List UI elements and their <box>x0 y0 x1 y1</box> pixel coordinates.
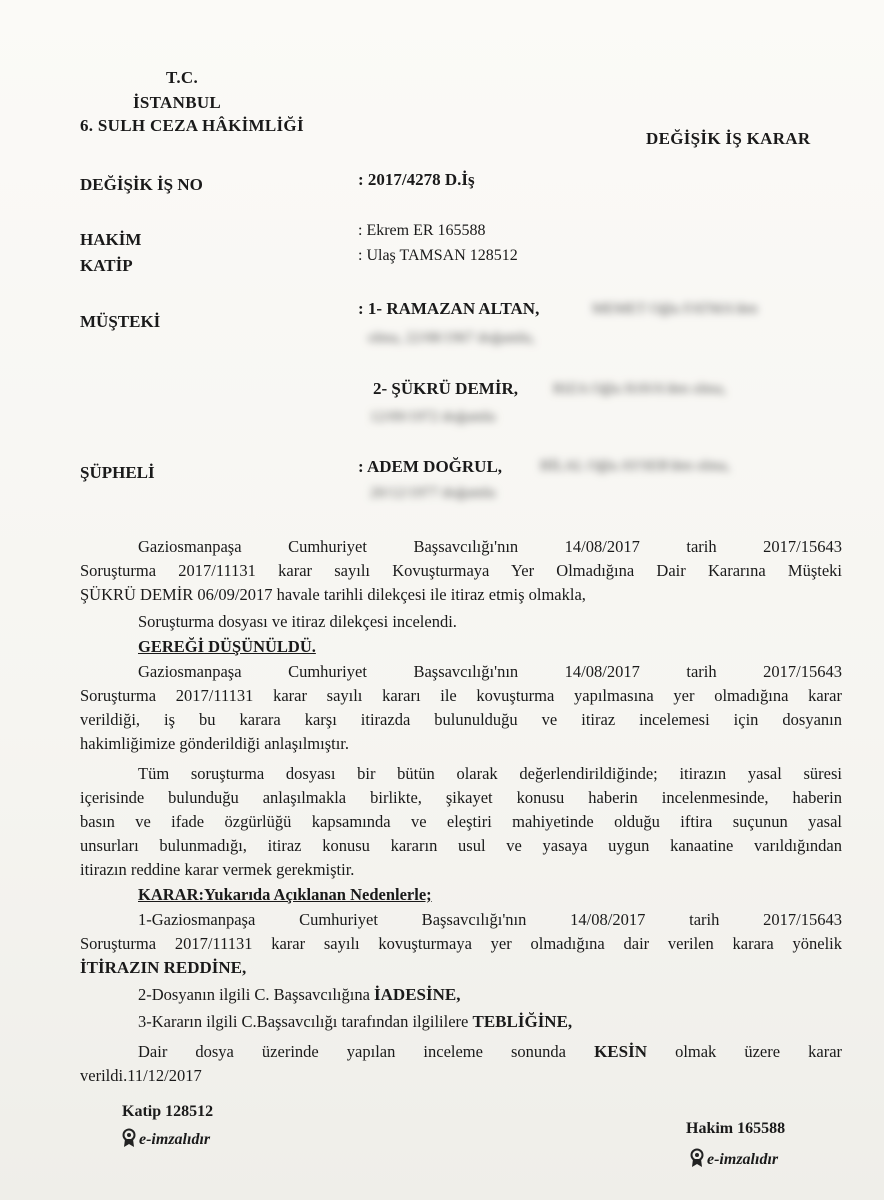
text-line: ŞÜKRÜ DEMİR 06/09/2017 havale tarihli dilekçesi ile itiraz etmiş olmakla, <box>80 585 586 604</box>
text-span: Dair dosya üzerinde yapılan inceleme sonunda <box>138 1042 567 1061</box>
paragraph-objection <box>80 535 842 607</box>
decision-return: İADESİNE, <box>374 985 461 1004</box>
complainant-label: MÜŞTEKİ <box>80 312 161 331</box>
seal-icon <box>122 1128 136 1153</box>
judge-esignature <box>690 1148 778 1173</box>
text-span: 2-Dosyanın ilgili C. Başsavcılığına <box>138 985 375 1004</box>
case-no-value: : 2017/4278 D.İş <box>358 170 475 189</box>
clerk-label: KATİP <box>80 256 133 275</box>
complainant-2-redacted-birth: 12/09/1972 doğumlu <box>370 409 496 425</box>
heading-decision: KARAR:Yukarıda Açıklanan Nedenlerle; <box>138 885 432 904</box>
text-line: Soruşturma 2017/11131 karar sayılı Kovuşturmaya Yer Olmadığına Dair Kararına Müşteki <box>80 561 842 580</box>
paragraph-background <box>80 660 842 756</box>
final-verdict: KESİN <box>594 1042 647 1061</box>
text-line: Gaziosmanpaşa Cumhuriyet Başsavcılığı'nın 14/08/2017 tarih 2017/15643 <box>138 537 842 556</box>
suspect-label: ŞÜPHELİ <box>80 463 155 482</box>
decision-rejection: İTİRAZIN REDDİNE, <box>80 958 247 977</box>
document-type-title: DEĞİŞİK İŞ KARAR <box>646 129 811 148</box>
esign-text: e-imzalıdır <box>707 1151 779 1169</box>
suspect-redacted-birth: 20/12/1977 doğumlu <box>370 485 496 501</box>
header-court: 6. SULH CEZA HÂKİMLİĞİ <box>80 116 304 135</box>
text-line: Soruşturma 2017/11131 karar sayılı kovuşturmaya yer olmadığına dair verilen karara yönelik <box>80 934 842 953</box>
text-line: Tüm soruşturma dosyası bir bütün olarak değerlendirildiğinde; itirazın yasal süresi <box>138 764 842 783</box>
decision-item-3 <box>138 1010 572 1034</box>
header-country: T.C. <box>166 68 199 87</box>
case-no-label: DEĞİŞİK İŞ NO <box>80 175 203 194</box>
complainant-2-name: 2- ŞÜKRÜ DEMİR, <box>373 379 518 398</box>
paragraph-evaluation <box>80 762 842 882</box>
complainant-1-redacted-info: MEMET Oğlu FATMA'den <box>592 301 758 317</box>
text-line: basın ve ifade özgürlüğü kapsamında ve eleştiri mahiyetinde olduğu iftira suçunun yasal <box>80 812 842 831</box>
text-line: hakimliğimize gönderildiği anlaşılmıştır. <box>80 734 350 753</box>
text-line: itirazın reddine karar vermek gerekmiştir. <box>80 860 355 879</box>
paragraph-final <box>80 1040 842 1088</box>
paragraph-examined: Soruşturma dosyası ve itiraz dilekçesi incelendi. <box>138 612 457 631</box>
text-span: 3-Kararın ilgili C.Başsavcılığı tarafından ilgililere <box>138 1012 473 1031</box>
decision-item-1 <box>80 908 842 980</box>
judge-label: HAKİM <box>80 230 142 249</box>
suspect-name: : ADEM DOĞRUL, <box>358 457 503 476</box>
text-line: unsurları bulunmadığı, itiraz konusu kararın usul ve yasaya uygun kanaatine varıldığından <box>80 836 842 855</box>
esign-text: e-imzalıdır <box>139 1131 211 1149</box>
text-line: Gaziosmanpaşa Cumhuriyet Başsavcılığı'nın 14/08/2017 tarih 2017/15643 <box>138 662 842 681</box>
clerk-esignature <box>122 1128 210 1153</box>
clerk-value: : Ulaş TAMSAN 128512 <box>358 247 518 264</box>
clerk-signature-label: Katip 128512 <box>122 1103 214 1120</box>
date-line: verildi.11/12/2017 <box>80 1066 202 1085</box>
text-line: 1-Gaziosmanpaşa Cumhuriyet Başsavcılığı'nın 14/08/2017 tarih 2017/15643 <box>138 910 842 929</box>
text-line: içerisinde bulunduğu anlaşılmakla birlikte, şikayet konusu haberin incelenmesinde, haberin <box>80 788 842 807</box>
text-line <box>80 1040 842 1064</box>
header-city: İSTANBUL <box>133 93 222 112</box>
judge-signature-label: Hakim 165588 <box>686 1120 786 1137</box>
complainant-1-redacted-birth: olma, 22/08/1967 doğumlu, <box>368 330 535 346</box>
suspect-redacted-info: BİLAL Oğlu AYSER'den olma, <box>540 458 730 474</box>
judge-value: : Ekrem ER 165588 <box>358 222 486 239</box>
text-line: verildiği, iş bu karara karşı itirazda bulunulduğu ve itiraz incelemesi için dosyanın <box>80 710 842 729</box>
complainant-2-redacted-info: RIZA Oğlu HAVA'den olma, <box>553 381 726 397</box>
decision-item-2 <box>138 983 460 1007</box>
heading-deliberation: GEREĞİ DÜŞÜNÜLDÜ. <box>138 637 316 656</box>
seal-icon <box>690 1148 704 1173</box>
decision-notification: TEBLİĞİNE, <box>472 1012 573 1031</box>
text-line: Soruşturma 2017/11131 karar sayılı kararı ile kovuşturma yapılmasına yer olmadığına karar <box>80 686 842 705</box>
text-span: olmak üzere karar <box>675 1042 843 1061</box>
complainant-1-name: : 1- RAMAZAN ALTAN, <box>358 299 540 318</box>
